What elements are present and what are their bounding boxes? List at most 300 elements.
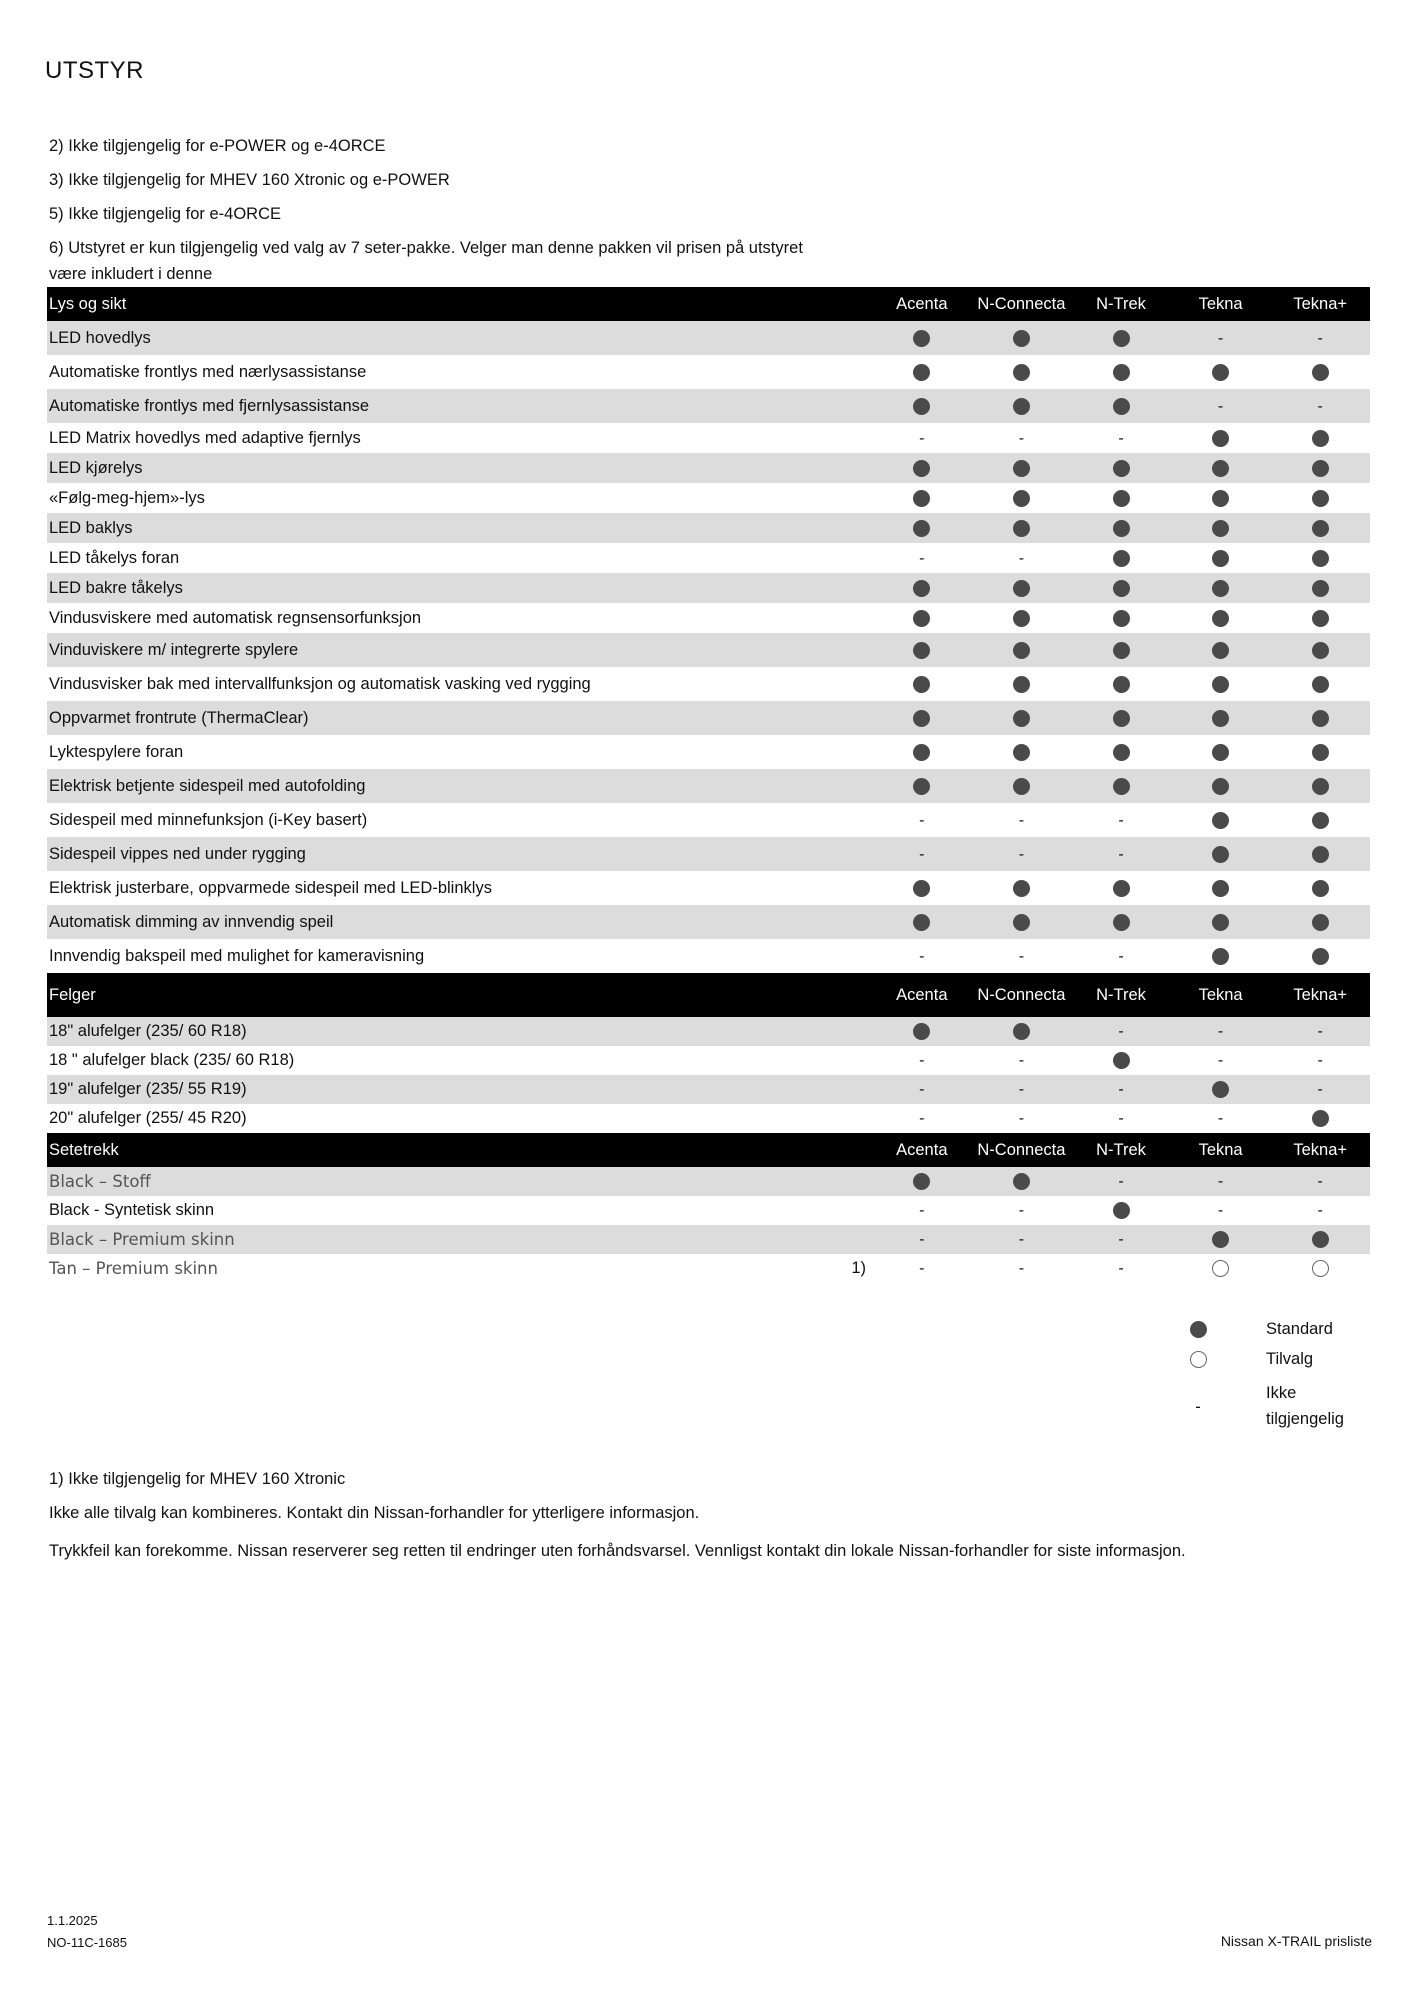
table-row [47,803,1370,837]
feature-footnote [837,633,872,667]
legend-na-line1: Ikke [1266,1384,1297,1402]
note-3: 3) Ikke tilgjengelig for MHEV 160 Xtronic og e-POWER [49,171,450,189]
availability-cell [1071,603,1171,633]
footnote-disclaimer: Trykkfeil kan forekomme. Nissan reserverer seg retten til endringer uten forhåndsvarsel. Vennligst kontakt din lokale Nissan-forhandler for siste informasjon. [49,1542,1186,1560]
availability-cell [1171,1167,1271,1196]
table-row [47,1075,1370,1104]
standard-dot-icon [1013,610,1030,627]
note-column-header [837,287,872,321]
table-row [47,389,1370,423]
availability-cell [1270,1017,1370,1046]
feature-footnote [837,1075,872,1104]
availability-cell [1171,735,1271,769]
not-available-dash: - [1317,1052,1323,1069]
feature-label: 18" alufelger (235/ 60 R18) [49,1022,247,1040]
not-available-dash: - [919,1231,925,1248]
availability-cell [972,1104,1072,1133]
availability-cell [1171,837,1271,871]
availability-cell [1071,1046,1171,1075]
not-available-dash: - [1018,845,1025,863]
availability-cell [1270,1254,1370,1283]
availability-cell [1071,543,1171,573]
availability-cell [1171,453,1271,483]
standard-dot-icon [1113,330,1130,347]
not-available-dash: - [919,1260,925,1277]
note-5: 5) Ikke tilgjengelig for e-4ORCE [49,205,282,223]
standard-dot-icon [1113,778,1130,795]
standard-dot-icon [1013,580,1030,597]
not-available-dash: - [1317,329,1323,347]
trim-header: Tekna [1198,985,1243,1004]
document-code: NO-11C-1685 [47,1935,127,1950]
document-name: Nissan X-TRAIL prisliste [1220,1933,1372,1949]
feature-footnote [837,803,872,837]
standard-dot-icon [1013,364,1030,381]
availability-cell [1270,453,1370,483]
feature-label: LED bakre tåkelys [49,578,183,597]
feature-label: 18 " alufelger black (235/ 60 R18) [49,1051,295,1069]
availability-cell [1270,1225,1370,1254]
availability-cell [872,573,972,603]
section-title: Lys og sikt [49,294,127,313]
feature-footnote [837,871,872,905]
trim-header: N-Trek [1096,985,1146,1004]
availability-cell [1171,1017,1271,1046]
availability-cell [1171,871,1271,905]
section-title: Felger [49,985,96,1004]
availability-cell [872,1017,972,1046]
not-available-dash: - [1217,1110,1224,1127]
table-row [47,603,1370,633]
table-row [47,1104,1370,1133]
standard-dot-icon [1212,812,1229,829]
table-row [47,769,1370,803]
availability-cell [972,1167,1072,1196]
standard-dot-icon [1312,676,1329,693]
availability-cell [1270,1167,1370,1196]
standard-dot-icon [1013,676,1030,693]
not-available-dash: - [1018,429,1025,447]
legend-option [1188,1350,1388,1380]
not-available-dash: - [1217,329,1224,347]
availability-cell [1071,321,1171,355]
availability-cell [1171,1254,1271,1283]
availability-cell [972,1196,1072,1225]
availability-cell [1071,837,1171,871]
availability-cell [872,355,972,389]
availability-cell [1171,905,1271,939]
not-available-dash: - [1118,1260,1124,1277]
feature-footnote [837,769,872,803]
standard-dot-icon [1212,1231,1229,1248]
standard-dot-icon [913,364,930,381]
availability-cell [1071,1167,1171,1196]
standard-dot-icon [1212,1081,1229,1098]
availability-cell [972,1225,1072,1254]
availability-cell [872,513,972,543]
availability-cell [1270,735,1370,769]
feature-label: Black – Premium skinn [49,1230,235,1249]
table-row [47,513,1370,543]
availability-cell [972,837,1072,871]
standard-dot-icon [913,710,930,727]
feature-label: Automatiske frontlys med fjernlysassistanse [49,396,370,415]
availability-cell [1270,573,1370,603]
availability-cell [872,603,972,633]
standard-dot-icon [1113,580,1130,597]
section-title: Setetrekk [49,1140,119,1159]
not-available-dash: - [1018,549,1025,567]
availability-cell [972,735,1072,769]
availability-cell [1171,1196,1271,1225]
feature-label: LED Matrix hovedlys med adaptive fjernlys [49,428,361,447]
feature-footnote [837,483,872,513]
not-available-dash: - [1217,1023,1224,1040]
availability-cell [1270,389,1370,423]
availability-cell [1071,1075,1171,1104]
not-available-dash: - [1217,1173,1224,1190]
standard-dot-icon [1212,778,1229,795]
availability-cell [1171,803,1271,837]
standard-dot-icon [913,490,930,507]
feature-footnote [837,701,872,735]
standard-dot-icon [1312,744,1329,761]
feature-footnote [837,513,872,543]
feature-label: Elektrisk betjente sidespeil med autofolding [49,776,366,795]
availability-cell [1071,1104,1171,1133]
feature-footnote [837,939,872,973]
not-available-dash: - [1118,1231,1124,1248]
trim-header: N-Trek [1096,1140,1146,1159]
availability-cell [1270,1075,1370,1104]
not-available-dash: - [919,429,925,447]
not-available-dash: - [919,947,925,965]
standard-dot-icon [1312,846,1329,863]
availability-cell [1171,355,1271,389]
availability-cell [1071,423,1171,453]
not-available-dash: - [1217,1202,1224,1219]
standard-dot-icon [913,1023,930,1040]
availability-cell [1071,803,1171,837]
availability-cell [872,483,972,513]
availability-cell [1071,453,1171,483]
standard-dot-icon [1013,1173,1030,1190]
availability-cell [1071,667,1171,701]
feature-footnote [837,1225,872,1254]
standard-dot-icon [1113,490,1130,507]
availability-cell [1171,573,1271,603]
standard-dot-icon [1113,364,1130,381]
availability-cell [872,321,972,355]
feature-label: Vinduviskere m/ integrerte spylere [49,640,299,659]
availability-cell [872,423,972,453]
availability-cell [1270,355,1370,389]
feature-label: Sidespeil vippes ned under rygging [49,844,306,863]
table-row [47,1196,1370,1225]
standard-dot-icon [1013,744,1030,761]
availability-cell [1270,803,1370,837]
standard-dot-icon [1312,710,1329,727]
feature-label: LED baklys [49,518,133,537]
standard-dot-icon [1190,1321,1207,1338]
availability-cell [1171,1225,1271,1254]
feature-label: Innvendig bakspeil med mulighet for kameravisning [49,946,425,965]
standard-dot-icon [1212,364,1229,381]
not-available-dash: - [1118,845,1124,863]
feature-label: Black – Stoff [49,1172,151,1191]
availability-cell [1071,513,1171,543]
availability-cell [1270,837,1370,871]
not-available-dash: - [1118,811,1124,829]
availability-cell [872,735,972,769]
availability-cell [972,543,1072,573]
standard-dot-icon [1212,550,1229,567]
feature-footnote [837,667,872,701]
standard-dot-icon [1312,914,1329,931]
availability-cell [1171,769,1271,803]
feature-label: Oppvarmet frontrute (ThermaClear) [49,708,309,727]
section-header [47,287,1370,321]
standard-dot-icon [1013,398,1030,415]
standard-dot-icon [1312,1231,1329,1248]
availability-cell [1071,701,1171,735]
feature-label: Vindusvisker bak med intervallfunksjon og automatisk vasking ved rygging [49,674,591,693]
table-row [47,423,1370,453]
feature-footnote [837,453,872,483]
trim-header: Tekna [1198,294,1243,313]
table-row [47,735,1370,769]
legend [1188,1320,1388,1436]
availability-cell [1270,871,1370,905]
availability-cell [972,355,1072,389]
trim-header: Acenta [896,1140,948,1159]
availability-cell [972,667,1072,701]
availability-cell [1270,513,1370,543]
availability-cell [1171,513,1271,543]
availability-cell [1071,1017,1171,1046]
availability-cell [972,423,1072,453]
availability-cell [1171,321,1271,355]
feature-label: Lyktespylere foran [49,742,184,761]
table-row [47,1225,1370,1254]
option-ring-icon [1212,1260,1229,1277]
availability-cell [1071,389,1171,423]
table-row [47,1254,1370,1283]
availability-cell [1270,1046,1370,1075]
feature-label: Automatiske frontlys med nærlysassistanse [49,362,367,381]
not-available-dash: - [919,1110,925,1127]
feature-footnote [837,905,872,939]
standard-dot-icon [1113,460,1130,477]
standard-dot-icon [913,460,930,477]
legend-option-label: Tilvalg [1266,1350,1314,1368]
not-available-dash: - [1118,947,1124,965]
feature-footnote [837,423,872,453]
availability-cell [1270,603,1370,633]
standard-dot-icon [1312,580,1329,597]
trim-header: N-Connecta [977,1140,1066,1159]
standard-dot-icon [913,744,930,761]
availability-cell [972,633,1072,667]
not-available-dash: - [1195,1398,1201,1416]
feature-footnote: 1) [851,1259,867,1277]
standard-dot-icon [1013,914,1030,931]
table-row [47,905,1370,939]
availability-cell [1171,483,1271,513]
standard-dot-icon [913,398,930,415]
availability-cell [1171,701,1271,735]
legend-not-available [1188,1380,1388,1436]
standard-dot-icon [1312,642,1329,659]
availability-cell [872,1196,972,1225]
availability-cell [972,871,1072,905]
standard-dot-icon [1212,710,1229,727]
standard-dot-icon [1312,430,1329,447]
standard-dot-icon [913,1173,930,1190]
standard-dot-icon [1113,744,1130,761]
not-available-dash: - [1018,1110,1025,1127]
feature-footnote [837,321,872,355]
availability-cell [972,1254,1072,1283]
standard-dot-icon [1212,880,1229,897]
standard-dot-icon [1312,364,1329,381]
standard-dot-icon [1312,490,1329,507]
availability-cell [1071,1254,1171,1283]
availability-cell [972,939,1072,973]
table-row [47,837,1370,871]
feature-label: LED hovedlys [49,328,151,347]
standard-dot-icon [1312,948,1329,965]
section-header [47,973,1370,1017]
availability-cell [872,803,972,837]
availability-cell [1270,939,1370,973]
standard-dot-icon [1113,880,1130,897]
availability-cell [1171,423,1271,453]
page-title: UTSTYR [45,57,144,84]
standard-dot-icon [913,580,930,597]
not-available-dash: - [1217,397,1224,415]
table-row [47,1167,1370,1196]
availability-cell [1270,483,1370,513]
standard-dot-icon [1212,642,1229,659]
availability-cell [1071,871,1171,905]
availability-cell [872,871,972,905]
availability-cell [1171,939,1271,973]
feature-label: 19" alufelger (235/ 55 R19) [49,1080,247,1098]
not-available-dash: - [919,811,925,829]
standard-dot-icon [1013,330,1030,347]
standard-dot-icon [1212,948,1229,965]
availability-cell [872,1225,972,1254]
standard-dot-icon [1312,460,1329,477]
feature-footnote [837,1046,872,1075]
availability-cell [872,633,972,667]
availability-cell [1270,1104,1370,1133]
standard-dot-icon [913,642,930,659]
availability-cell [1071,939,1171,973]
availability-cell [872,939,972,973]
feature-footnote [837,735,872,769]
standard-dot-icon [1212,460,1229,477]
standard-dot-icon [1113,914,1130,931]
section-header [47,1133,1370,1167]
availability-cell [1270,1196,1370,1225]
not-available-dash: - [1317,1023,1323,1040]
availability-cell [1270,633,1370,667]
intro-notes [49,133,809,295]
standard-dot-icon [1312,778,1329,795]
standard-dot-icon [1212,430,1229,447]
feature-label: Vindusviskere med automatisk regnsensorfunksjon [49,608,422,627]
feature-label: «Følg-meg-hjem»-lys [49,488,205,507]
standard-dot-icon [1013,520,1030,537]
feature-footnote [837,543,872,573]
standard-dot-icon [913,330,930,347]
standard-dot-icon [1312,1110,1329,1127]
note-column-header [837,1133,872,1167]
standard-dot-icon [1212,744,1229,761]
availability-cell [1270,701,1370,735]
not-available-dash: - [1317,1202,1323,1219]
standard-dot-icon [913,676,930,693]
availability-cell [972,803,1072,837]
not-available-dash: - [919,1052,925,1069]
table-row [47,543,1370,573]
standard-dot-icon [1212,490,1229,507]
standard-dot-icon [1013,778,1030,795]
standard-dot-icon [1312,812,1329,829]
standard-dot-icon [1013,710,1030,727]
equipment-tables [47,287,1370,1283]
availability-cell [872,837,972,871]
feature-footnote [837,573,872,603]
availability-cell [872,905,972,939]
standard-dot-icon [1013,1023,1030,1040]
standard-dot-icon [1113,610,1130,627]
standard-dot-icon [1212,676,1229,693]
feature-label: Automatisk dimming av innvendig speil [49,912,334,931]
availability-cell [1071,769,1171,803]
document-date: 1.1.2025 [47,1913,98,1928]
not-available-dash: - [1018,1052,1025,1069]
not-available-dash: - [1118,429,1124,447]
standard-dot-icon [913,610,930,627]
trim-header: Tekna [1198,1140,1243,1159]
availability-cell [972,573,1072,603]
availability-cell [1071,735,1171,769]
not-available-dash: - [919,1081,925,1098]
footnote-combinations: Ikke alle tilvalg kan kombineres. Kontakt din Nissan-forhandler for ytterligere informasjon. [49,1504,700,1522]
availability-cell [1071,633,1171,667]
trim-header: Acenta [896,985,948,1004]
feature-footnote [837,1196,872,1225]
standard-dot-icon [913,520,930,537]
table-row [47,1046,1370,1075]
note-2: 2) Ikke tilgjengelig for e-POWER og e-4ORCE [49,137,386,155]
standard-dot-icon [913,778,930,795]
trim-header: Tekna+ [1293,1140,1348,1159]
feature-footnote [837,355,872,389]
legend-standard-label: Standard [1266,1320,1333,1338]
availability-cell [1071,483,1171,513]
availability-cell [972,1046,1072,1075]
not-available-dash: - [1018,1081,1025,1098]
availability-cell [972,769,1072,803]
trim-header: N-Trek [1096,294,1146,313]
availability-cell [1071,1225,1171,1254]
note-column-header [837,973,872,1017]
feature-label: 20" alufelger (255/ 45 R20) [49,1109,247,1127]
